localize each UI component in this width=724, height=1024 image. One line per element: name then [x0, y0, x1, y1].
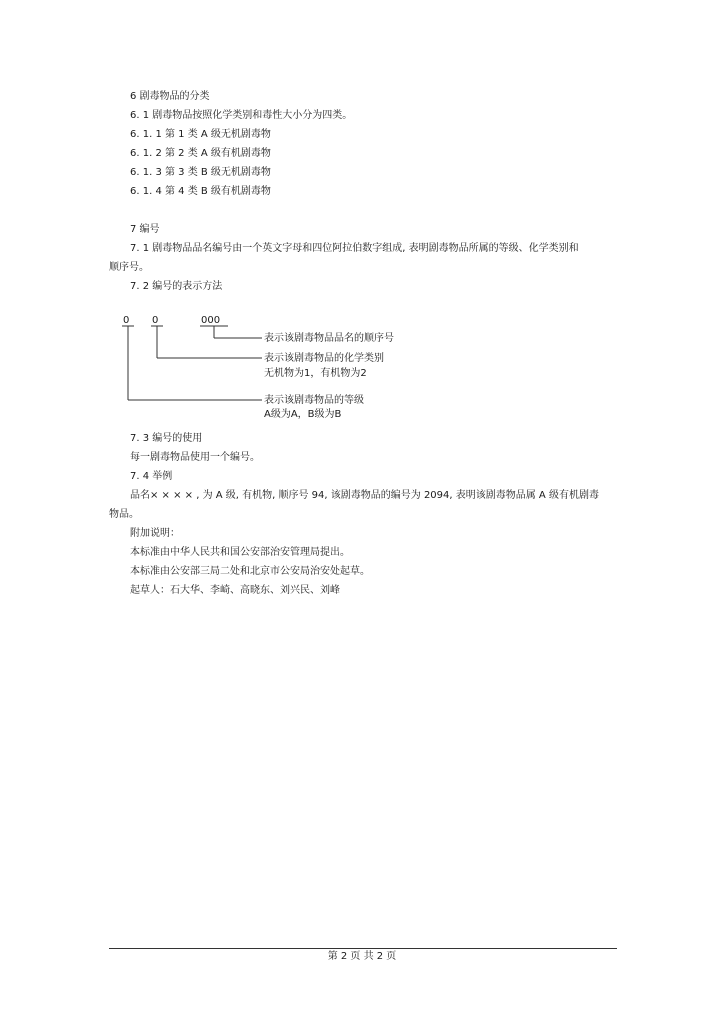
appendix-line-3: 起草人：石大华、李崎、高晓东、刘兴民、刘峰 — [130, 585, 340, 596]
section-6-item-2: 6. 1. 2 第 2 类 A 级有机剧毒物 — [130, 148, 271, 159]
code-digit-grade: 0 — [123, 315, 130, 326]
section-7-1-paragraph: 7. 1 剧毒物品品名编号由一个英文字母和四位阿拉伯数字组成, 表明剧毒物品所属的等级、化学类别和 — [130, 243, 579, 254]
section-7-1-paragraph-cont: 顺序号。 — [109, 262, 149, 273]
section-6-item-3: 6. 1. 3 第 3 类 B 级无机剧毒物 — [130, 167, 271, 178]
appendix-title: 附加说明： — [130, 528, 180, 539]
label-seq: 表示该剧毒物品品名的顺序号 — [264, 333, 394, 344]
appendix-line-1: 本标准由中华人民共和国公安部治安管理局提出。 — [130, 547, 350, 558]
section-7-heading: 7 编号 — [130, 224, 160, 235]
section-7-4-heading: 7. 4 举例 — [130, 471, 173, 482]
section-7-3-body: 每一剧毒物品使用一个编号。 — [130, 452, 260, 463]
section-6-item-1: 6. 1. 1 第 1 类 A 级无机剧毒物 — [130, 129, 271, 140]
label-grade-detail: A级为A，B级为B — [264, 409, 342, 420]
code-digits-seq: 000 — [201, 315, 221, 326]
section-6-item-4: 6. 1. 4 第 4 类 B 级有机剧毒物 — [130, 186, 271, 197]
appendix-line-2: 本标准由公安部三局二处和北京市公安局治安处起草。 — [130, 566, 370, 577]
section-7-2-heading: 7. 2 编号的表示方法 — [130, 281, 223, 292]
label-chem-detail: 无机物为1，有机物为2 — [264, 368, 367, 379]
footer-rule — [109, 948, 617, 949]
section-7-4-example-cont: 物品。 — [109, 509, 139, 520]
code-digit-chem: 0 — [152, 315, 159, 326]
section-7-3-heading: 7. 3 编号的使用 — [130, 433, 203, 444]
section-6-1-paragraph: 6. 1 剧毒物品按照化学类别和毒性大小分为四类。 — [130, 110, 353, 121]
section-7-4-example: 品名× × × × , 为 A 级, 有机物, 顺序号 94, 该剧毒物品的编号为 2094, 表明该剧毒物品属 A 级有机剧毒 — [130, 490, 599, 501]
page-number: 第 2 页 共 2 页 — [327, 951, 397, 962]
section-6-heading: 6 剧毒物品的分类 — [130, 91, 210, 102]
label-chem: 表示该剧毒物品的化学类别 — [264, 353, 384, 364]
label-grade: 表示该剧毒物品的等级 — [264, 395, 364, 406]
